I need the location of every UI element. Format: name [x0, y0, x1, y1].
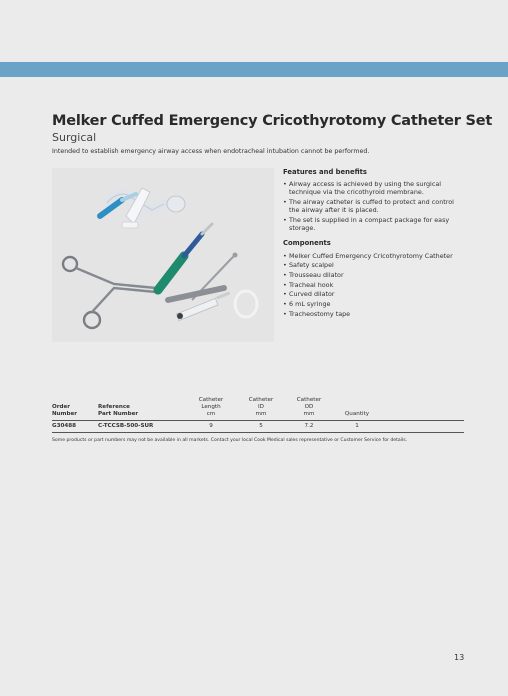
product-photo [52, 168, 274, 342]
cell-od: 7.2 [304, 423, 314, 429]
page-title: Melker Cuffed Emergency Cricothyrotomy Catheter Set [52, 113, 493, 129]
intro-text: Intended to establish emergency airway access when endotracheal intubation cannot be performed. [52, 148, 370, 155]
component-item: • Trousseau dilator [283, 271, 463, 279]
col-order-number: Order Number [52, 404, 78, 417]
table-header-row [52, 397, 464, 421]
feature-item: • The airway catheter is cuffed to protect and control the airway after it is placed. [283, 198, 463, 214]
component-item: • Melker Cuffed Emergency Cricothyrotomy Catheter [283, 252, 463, 260]
feature-item: • The set is supplied in a compact package for easy storage. [283, 216, 463, 232]
component-item: • Safety scalpel [283, 261, 463, 269]
cell-reference: C-TCCSB-500-SUR [98, 423, 154, 429]
col-quantity: Quantity [344, 411, 370, 417]
table-row [52, 421, 464, 433]
component-item: • Tracheal hook [283, 281, 463, 289]
col-length: Catheter Length cm [198, 397, 224, 417]
ordering-table [52, 397, 464, 433]
col-reference: Reference Part Number [98, 404, 139, 417]
component-item: • Curved dilator [283, 290, 463, 298]
features-heading: Features and benefits [283, 168, 367, 176]
cell-length: 9 [209, 423, 213, 429]
feature-item: • Airway access is achieved by using the surgical technique via the cricothyroid membrane. [283, 180, 463, 196]
component-item: • Tracheostomy tape [283, 310, 463, 318]
cell-order: G30488 [52, 423, 77, 429]
product-photo-illustration [52, 168, 274, 342]
cell-id: 5 [259, 423, 263, 429]
cell-quantity: 1 [355, 423, 359, 429]
components-heading: Components [283, 239, 331, 248]
component-item: • 6 mL syringe [283, 300, 463, 308]
components-list [283, 252, 463, 318]
header-accent-bar [0, 62, 508, 77]
col-id: Catheter ID mm [248, 397, 274, 417]
page-number: 13 [454, 653, 465, 662]
top-band [0, 0, 508, 62]
footnote: Some products or part numbers may not be available in all markets. Contact your local Cook Medical sales representative or Customer Service for details. [52, 438, 408, 443]
col-od: Catheter OD mm [296, 397, 322, 417]
features-list [283, 180, 463, 232]
features-panel [283, 168, 463, 322]
page-subtitle: Surgical [52, 131, 97, 144]
